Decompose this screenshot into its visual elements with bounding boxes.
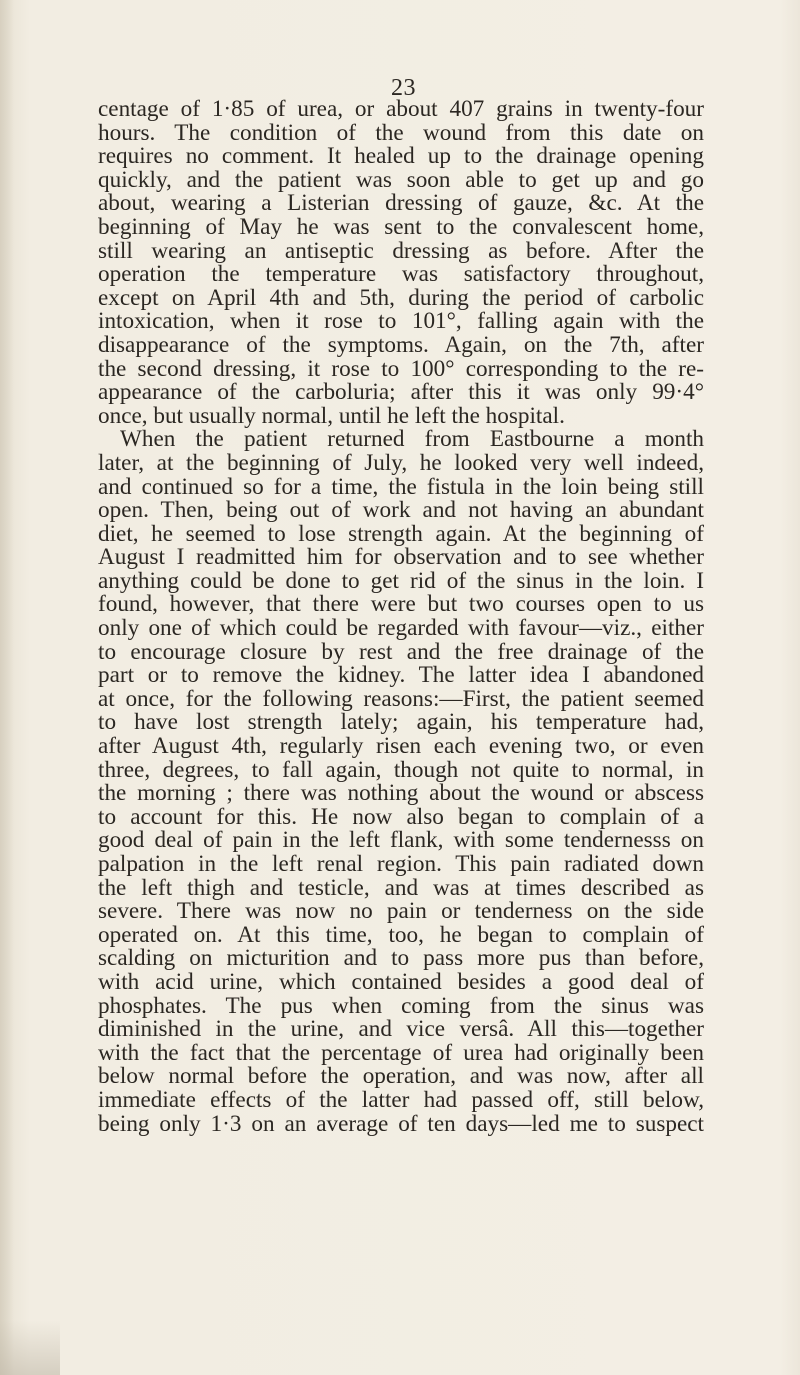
text-line: still wearing an antiseptic dressing as before. After the (98, 237, 704, 264)
text-line: with acid urine, which contained besides a good deal of (98, 968, 704, 995)
text-line: operation the temperature was satisfactory throughout, (98, 261, 704, 288)
text-line: anything could be done to get rid of the sinus in the loin. I (98, 567, 704, 594)
text-line: beginning of May he was sent to the convalescent home, (98, 213, 704, 240)
text-line: and continued so for a time, the fistula in the loin being still (98, 473, 704, 500)
binding-shadow (0, 0, 14, 1375)
text-line: about, wearing a Listerian dressing of gauze, &c. At the (98, 190, 704, 217)
text-line: requires no comment. It healed up to the drainage opening (98, 143, 704, 170)
text-line: three, degrees, to fall again, though not quite to normal, in (98, 756, 704, 783)
text-line: part or to remove the kidney. The latter idea I abandoned (98, 662, 704, 689)
text-line: scalding on micturition and to pass more pus than before, (98, 945, 704, 972)
text-line: severe. There was now no pain or tenderness on the side (98, 898, 704, 925)
body-text (98, 98, 704, 1136)
text-line: diet, he seemed to lose strength again. At the beginning of (98, 520, 704, 547)
text-line: to account for this. He now also began to complain of a (98, 803, 704, 830)
text-line: open. Then, being out of work and not having an abundant (98, 497, 704, 524)
text-line: intoxication, when it rose to 101°, falling again with the (98, 308, 704, 335)
text-line: phosphates. The pus when coming from the sinus was (98, 992, 704, 1019)
text-line: When the patient returned from Eastbourne a month (120, 426, 704, 453)
text-line: quickly, and the patient was soon able to get up and go (98, 166, 704, 193)
text-line: diminished in the urine, and vice versâ. All this—together (98, 1016, 704, 1043)
page-number: 23 (391, 75, 416, 101)
text-line: with the fact that the percentage of urea had originally been (98, 1039, 704, 1066)
text-line: found, however, that there were but two courses open to us (98, 591, 704, 618)
page-corner-stain (0, 1320, 60, 1375)
text-line: later, at the beginning of July, he looked very well indeed, (98, 449, 704, 476)
text-line: operated on. At this time, too, he began to complain of (98, 921, 704, 948)
text-line: once, but usually normal, until he left the hospital. (98, 402, 565, 429)
text-line: good deal of pain in the left flank, with some tendernesss on (98, 827, 704, 854)
text-line: centage of 1·85 of urea, or about 407 grains in twenty-four (98, 96, 704, 122)
text-line: to have lost strength lately; again, his temperature had, (98, 709, 704, 736)
text-line: to encourage closure by rest and the free drainage of the (98, 638, 704, 665)
text-line: below normal before the operation, and was now, after all (98, 1063, 704, 1090)
text-line: the left thigh and testicle, and was at times described as (98, 874, 704, 901)
text-line: being only 1·3 on an average of ten days—led me to suspect (98, 1110, 704, 1137)
text-line: immediate effects of the latter had passed off, still below, (98, 1086, 704, 1113)
text-line: the morning ; there was nothing about the wound or abscess (98, 780, 704, 807)
text-line: only one of which could be regarded with favour—viz., either (98, 615, 704, 642)
text-line: the second dressing, it rose to 100° corresponding to the re- (98, 355, 704, 382)
text-line: after August 4th, regularly risen each evening two, or even (98, 733, 704, 760)
text-line: palpation in the left renal region. This pain radiated down (98, 851, 704, 877)
text-line: except on April 4th and 5th, during the period of carbolic (98, 284, 704, 311)
text-line: hours. The condition of the wound from this date on (98, 119, 704, 146)
text-line: appearance of the carboluria; after this it was only 99·4° (98, 379, 704, 406)
text-line: August I readmitted him for observation and to see whether (98, 544, 704, 571)
text-line: at once, for the following reasons:—First, the patient seemed (98, 685, 704, 712)
text-line: disappearance of the symptoms. Again, on the 7th, after (98, 331, 704, 358)
